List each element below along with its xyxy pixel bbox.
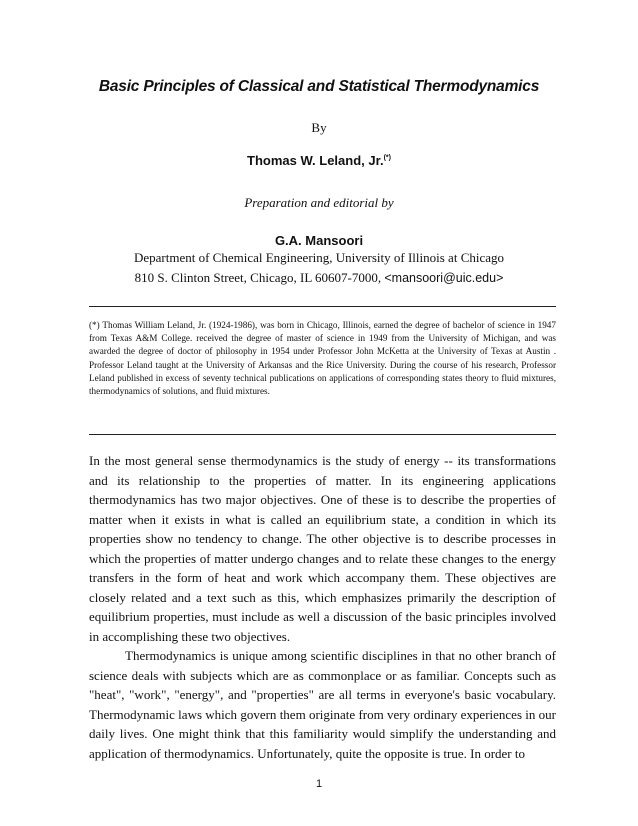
author-footnote-mark: (*) (383, 154, 391, 162)
address-text: 810 S. Clinton Street, Chicago, IL 60607-7000, (134, 270, 382, 285)
preparation-line: Preparation and editorial by (244, 195, 394, 210)
footnote-bottom-rule (89, 434, 556, 435)
author-name (0, 153, 638, 168)
page-number: 1 (315, 778, 323, 790)
editor-address (0, 270, 638, 286)
document-title: Basic Principles of Classical and Statistical Thermodynamics (98, 78, 540, 95)
body-paragraph-2: Thermodynamics is unique among scientific disciplines in that no other branch of science deals with subjects which are as commonplace or as familiar. Concepts such as "heat", "work", "energy", and "properties" are all terms in everyone's basic vocabulary. Thermodynamic laws which govern them originate from very ordinary experiences in our daily lives. One might think that this familiarity would simplify the understanding and application of thermodynamics. Unfortunately, quite the opposite is true. In order to (89, 648, 556, 761)
by-line: By (311, 120, 327, 135)
body-text (89, 451, 556, 763)
footnote-top-rule (89, 306, 556, 307)
editor-department: Department of Chemical Engineering, University of Illinois at Chicago (133, 250, 505, 265)
author-name-text: Thomas W. Leland, Jr. (247, 153, 384, 168)
editor-name: G.A. Mansoori (274, 233, 364, 248)
body-paragraph-1: In the most general sense thermodynamics is the study of energy -- its transformations and its relationship to the properties of matter. In its engineering applications thermodynamics has two major objectives. One of these is to describe the properties of matter when it exists in what is called an equilibrium state, a condition in which its properties show no tendency to change. The other objective is to describe processes in which the properties of matter undergo changes and to relate these changes to the energy transfers in the form of heat and work which accompany them. These objectives are closely related and a text such as this, which emphasizes primarily the description of equilibrium properties, must include as well a discussion of the basic principles involved in accomplishing these two objectives. (89, 453, 556, 644)
editor-email: <mansoori@uic.edu> (384, 271, 504, 285)
author-footnote: (*) Thomas William Leland, Jr. (1924-1986), was born in Chicago, Illinois, earned the degree of bachelor of science in 1947 from Texas A&M College. received the degree of master of science in 1949 from the University of Michigan, and was awarded the degree of doctor of philosophy in 1954 under Professor John McKetta at the University of Texas at Austin . Professor Leland taught at the University of Arkansas and the Rice University. During the course of his research, Professor Leland published in excess of seventy technical publications on applications of corresponding states theory to fluid mixtures, thermodynamics of solutions, and fluid mixtures. (89, 320, 556, 397)
